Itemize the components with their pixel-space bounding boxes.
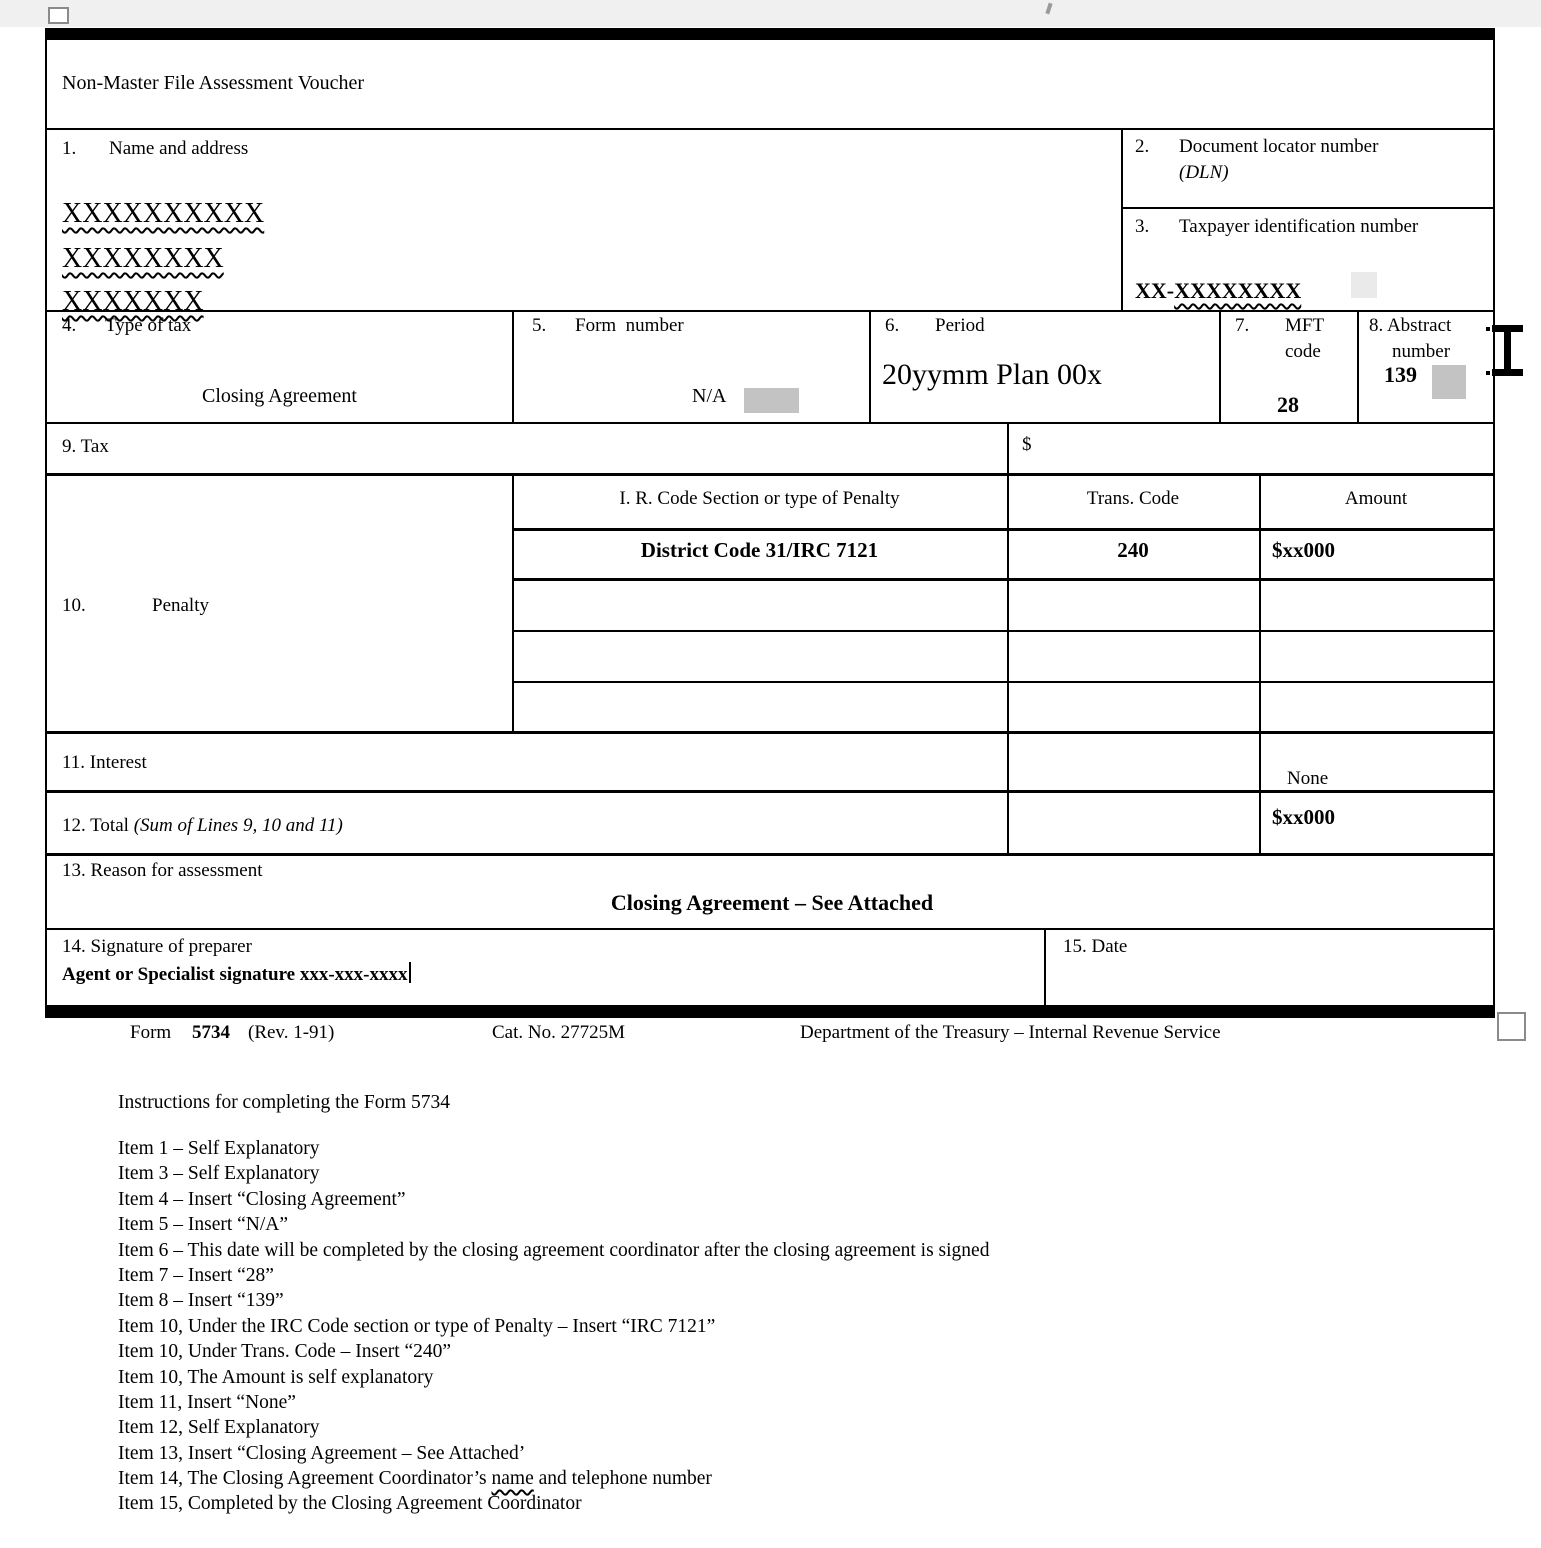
box10-number: 10. xyxy=(62,595,86,616)
footer-cat-no: Cat. No. 27725M xyxy=(492,1022,625,1043)
box7-label-mft: MFT xyxy=(1285,315,1325,336)
box3-label: Taxpayer identification number xyxy=(1179,216,1419,237)
box9-label: 9. Tax xyxy=(62,436,109,457)
form-title: Non-Master File Assessment Voucher xyxy=(62,72,365,94)
box5-number: 5. xyxy=(532,315,547,336)
instruction-item: Item 3 – Self Explanatory xyxy=(118,1163,320,1185)
box9-dollar-sign: $ xyxy=(1022,434,1032,455)
instruction-item: Item 8 – Insert “139” xyxy=(118,1290,284,1312)
instruction-item: Item 6 – This date will be completed by the closing agreement coordinator after the closing agreement is signed xyxy=(118,1239,990,1261)
instruction-item: Item 1 – Self Explanatory xyxy=(118,1138,320,1159)
tin-value[interactable] xyxy=(1135,278,1301,303)
grid-line xyxy=(512,528,1493,531)
instruction-item: Item 10, The Amount is self explanatory xyxy=(118,1366,434,1388)
grid-line xyxy=(512,473,514,731)
tin-prefix: XX- xyxy=(1135,278,1175,303)
interest-amount-value[interactable]: None xyxy=(1287,768,1329,789)
table-resize-handle-top-left[interactable] xyxy=(48,7,69,24)
instruction-item: Item 15, Completed by the Closing Agreement Coordinator xyxy=(118,1493,582,1515)
name-address-line3[interactable]: XXXXXXX xyxy=(62,286,204,317)
grid-line xyxy=(512,578,1493,581)
grid-line xyxy=(1121,207,1493,209)
box12-label-italic: (Sum of Lines 9, 10 and 11) xyxy=(133,815,343,836)
box14-label: 14. Signature of preparer xyxy=(62,936,252,957)
box1-number: 1. xyxy=(62,138,77,159)
form-5734-voucher xyxy=(45,28,1495,1018)
redaction-box xyxy=(744,388,799,413)
instruction-item-14 xyxy=(118,1468,989,1493)
box12-label-plain: 12. Total xyxy=(62,815,134,836)
footer-revision: (Rev. 1-91) xyxy=(248,1022,335,1043)
instructions-list xyxy=(118,1138,989,1519)
box2-label: Document locator number xyxy=(1179,136,1379,157)
grid-line xyxy=(47,310,1493,312)
grid-line xyxy=(1121,128,1123,310)
box4-label: Type of tax xyxy=(105,315,192,336)
instruction-item: Item 5 – Insert “N/A” xyxy=(118,1214,289,1236)
footer-department: Department of the Treasury – Internal Revenue Service xyxy=(800,1022,1221,1043)
grid-line xyxy=(512,630,1493,632)
box15-label: 15. Date xyxy=(1063,936,1128,957)
instruction-item: Item 10, Under the IRC Code section or type of Penalty – Insert “IRC 7121” xyxy=(118,1315,716,1337)
instruction-item: Item 13, Insert “Closing Agreement – See Attached’ xyxy=(118,1442,526,1464)
item14-post: and telephone number xyxy=(533,1468,712,1490)
penalty-row-code-section[interactable]: District Code 31/IRC 7121 xyxy=(640,538,879,562)
box1-label: Name and address xyxy=(109,138,249,159)
item14-pre: Item 14, The Closing Agreement Coordinator’s xyxy=(118,1468,492,1490)
penalty-header-code-section: I. R. Code Section or type of Penalty xyxy=(619,488,900,509)
box8-label-line2: number xyxy=(1392,341,1451,362)
grid-line xyxy=(47,473,1493,476)
redaction-box-faint xyxy=(1351,272,1377,298)
grid-line xyxy=(1044,928,1046,1005)
box2-number: 2. xyxy=(1135,136,1150,157)
box11-label: 11. Interest xyxy=(62,752,147,773)
box10-label: Penalty xyxy=(152,595,209,616)
penalty-row-trans-code[interactable]: 240 xyxy=(1117,538,1149,562)
box6-label: Period xyxy=(935,315,985,336)
box5-label: Form number xyxy=(575,315,684,336)
ruler-mark xyxy=(1045,3,1052,15)
box12-label xyxy=(62,815,343,837)
box8-label-line1: 8. Abstract xyxy=(1369,315,1452,336)
grid-line xyxy=(869,310,871,422)
footer-form-number: 5734 xyxy=(192,1022,230,1043)
name-address-line2[interactable]: XXXXXXXX xyxy=(62,243,224,274)
penalty-header-trans-code: Trans. Code xyxy=(1086,488,1180,509)
grid-line xyxy=(47,731,1493,734)
box2-label-dln: (DLN) xyxy=(1179,162,1229,183)
instruction-item: Item 12, Self Explanatory xyxy=(118,1417,320,1439)
top-margin-strip xyxy=(0,0,1541,27)
box7-label-code: code xyxy=(1285,341,1321,362)
grid-line xyxy=(47,128,1493,130)
table-resize-handle-bottom-right[interactable] xyxy=(1497,1012,1526,1041)
mft-code-value[interactable]: 28 xyxy=(1277,392,1299,417)
instructions-heading: Instructions for completing the Form 5734 xyxy=(118,1092,450,1113)
instruction-item: Item 7 – Insert “28” xyxy=(118,1264,274,1286)
grid-line xyxy=(47,422,1493,424)
box6-number: 6. xyxy=(885,315,900,336)
period-value[interactable]: 20yymm Plan 00x xyxy=(882,358,1103,391)
grid-line xyxy=(47,928,1493,930)
grid-line xyxy=(512,310,514,422)
name-address-line1[interactable]: XXXXXXXXXX xyxy=(62,198,265,229)
grid-line xyxy=(1259,473,1261,853)
grid-line xyxy=(1357,310,1359,422)
box7-number: 7. xyxy=(1235,315,1250,336)
box3-number: 3. xyxy=(1135,216,1150,237)
item14-misspelled-word: name xyxy=(491,1468,534,1490)
total-amount-value[interactable]: $xx000 xyxy=(1272,805,1335,829)
tin-masked: XXXXXXXX xyxy=(1174,278,1302,303)
footer-form-word: Form xyxy=(130,1022,172,1043)
instruction-item: Item 4 – Insert “Closing Agreement” xyxy=(118,1188,406,1210)
text-caret xyxy=(409,962,411,983)
signature-of-preparer-value[interactable] xyxy=(62,962,411,986)
box4-number: 4. xyxy=(62,315,77,336)
grid-line xyxy=(1007,422,1009,853)
box13-label: 13. Reason for assessment xyxy=(62,860,263,881)
type-of-tax-value[interactable]: Closing Agreement xyxy=(202,385,357,407)
grid-line xyxy=(47,790,1493,793)
instruction-item: Item 10, Under Trans. Code – Insert “240” xyxy=(118,1341,452,1363)
form-number-value[interactable]: N/A xyxy=(692,385,727,407)
grid-line xyxy=(512,681,1493,683)
reason-for-assessment-value[interactable]: Closing Agreement – See Attached xyxy=(610,890,934,915)
redaction-box xyxy=(1432,365,1466,399)
penalty-row-amount[interactable]: $xx000 xyxy=(1272,538,1335,562)
abstract-number-value[interactable]: 139 xyxy=(1384,362,1417,387)
signature-text: Agent or Specialist signature xxx-xxx-xxxx xyxy=(62,964,408,985)
penalty-header-amount: Amount xyxy=(1344,488,1408,509)
instruction-item: Item 11, Insert “None” xyxy=(118,1391,296,1413)
grid-line xyxy=(47,853,1493,856)
